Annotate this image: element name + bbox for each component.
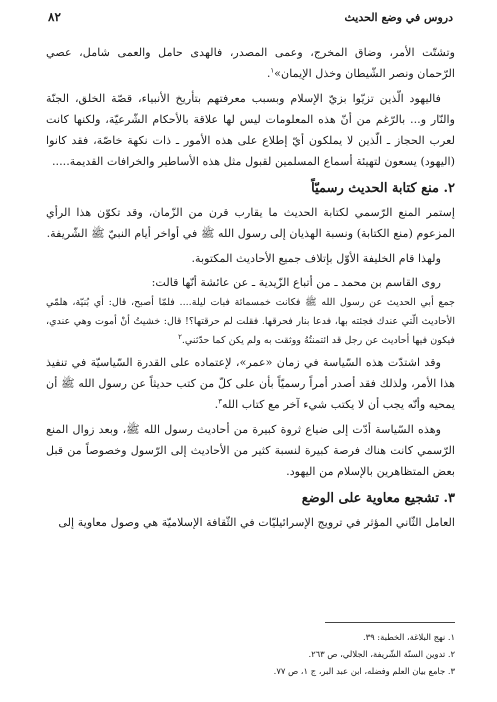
paragraph-intro-text: وتشتّت الأمر، وضاق المخرج، وعمى المصدر، فالهدى حامل والعمى شامل، عصي الرّحمان ونصر الشّيطان وخذل الإيمان»: [46, 46, 455, 80]
page-body: [46, 42, 455, 537]
section-heading-2: ٢. منع كتابة الحديث رسميّاً: [311, 181, 455, 196]
hadith-quote-text: جمع أبي الحديث عن رسول الله ﷺ فكانت خمسمائة فبات ليلة.... فلمّا أصبح، قال: أي بُنيّة، هلمّي الأحاديث الّتي عندك فجئته بها، فدعا بنار فحرقها. فقلت لم حرقتها؟! قال: خشيتُ أنْ أموت وهي عندي، فيكون فيها أحاديث عن رجل قد ائتمنتُهُ ووثقت به ولم يكن كما حدّثني.: [46, 297, 455, 346]
footnotes: [46, 622, 455, 680]
paragraph-umar: وقد اشتدّت هذه السّياسة في زمان «عمر»، لإعتماده على القدرة السّياسيّة في تنفيذ هذا الأمر، ولذلك فقد أصدر أمراً رسميّاً بأن على كلّ من كتب حديثاً عن رسول الله ﷺ أن يمحيه وأنّه يجب أن لا يكتب شيء آخر مع كتاب الله$^٣$.: [46, 356, 455, 411]
footnote-ref-3: ٣: [218, 397, 222, 406]
quote-intro: روى القاسم بن محمد ـ من أتباع الزّيدية ـ عن عائشة أنّها قالت:: [151, 276, 441, 289]
footnote-ref-1: ١: [270, 66, 275, 75]
running-header: [48, 10, 453, 24]
paragraph-intro: وتشتّت الأمر، وضاق المخرج، وعمى المصدر، فالهدى حامل والعمى شامل، عصي الرّحمان ونصر الشّيطان وخذل الإيمان»$^١$.: [46, 46, 455, 80]
paragraph-jews: فاليهود الّذين تزيّوا بزيّ الإسلام وبسبب معرفتهم بتأريخ الأنبياء، قصّة الخلق، الجنّة والنّار و... بالرّغم من أنّ هذه المعلومات ليس لها علاقة بالأحكام الشّرعيّة، ولكنها كانت لعرب الحجاز ـ الّذين لا يملكون أيّ إطلاع على هذه الأمور ـ ذات نكهة خاصّة، فقد كانوا (اليهود) يسعون لتهيئة أسماع المسلمين لقبول مثل هذه الأساطير والخرافات القديمة.....: [46, 92, 455, 168]
section-heading-3: ٣. تشجيع معاوية على الوضع: [301, 491, 455, 506]
page-number: ٨٢: [48, 10, 61, 24]
footnote-2: ٢. تدوين السنّة الشّريفة، الجلالي، ص ٢٦٣.: [308, 649, 455, 659]
footnote-1: ١. نهج البلاغة، الخطبة: ٣٩.: [362, 632, 455, 642]
hadith-quote: [46, 293, 455, 350]
paragraph-umar-text: وقد اشتدّت هذه السّياسة في زمان «عمر»، لإعتماده على القدرة السّياسيّة في تنفيذ هذا الأمر، ولذلك فقد أصدر أمراً رسميّاً بأن على كلّ من كتب حديثاً عن رسول الله ﷺ أن يمحيه وأنّه يجب أن لا يكتب شيء آخر مع كتاب الله: [46, 356, 455, 411]
paragraph-policy: وهذه السّياسة أدّت إلى ضياع ثروة كبيرة من أحاديث رسول الله ﷺ، وبعد زوال المنع الرّسمي كانت هناك فرصة كبيرة لنسبة كثير من الأحاديث إلى الرّسول وخصوصاً من قبل بعض المتظاهرين بالإسلام من اليهود.: [46, 423, 455, 478]
paragraph-first-caliph: ولهذا قام الخليفة الأوّل بإتلاف جميع الأحاديث المكتوبة.: [191, 252, 441, 265]
book-title: دروس في وضع الحديث: [344, 11, 453, 24]
footnote-3: ٣. جامع بيان العلم وفضله، ابن عبد البر، ج ١، ص ٧٧.: [273, 666, 455, 676]
footnote-divider: [325, 622, 455, 623]
footnote-ref-2: ٢: [178, 332, 182, 341]
paragraph-muawiya: العامل الثّاني المؤثر في ترويج الإسرائيليّات في الثّقافة الإسلاميّة هي وصول معاوية إلى: [58, 516, 455, 529]
paragraph-ban: إستمر المنع الرّسمي لكتابة الحديث ما يقارب قرن من الزّمان، وقد تكوّن هذا الرأي المزعوم (منع الكتابة) ونسبة الهذيان إلى رسول الله ﷺ في أواخر أيام النبيّ ﷺ الشّريفة.: [46, 206, 455, 240]
